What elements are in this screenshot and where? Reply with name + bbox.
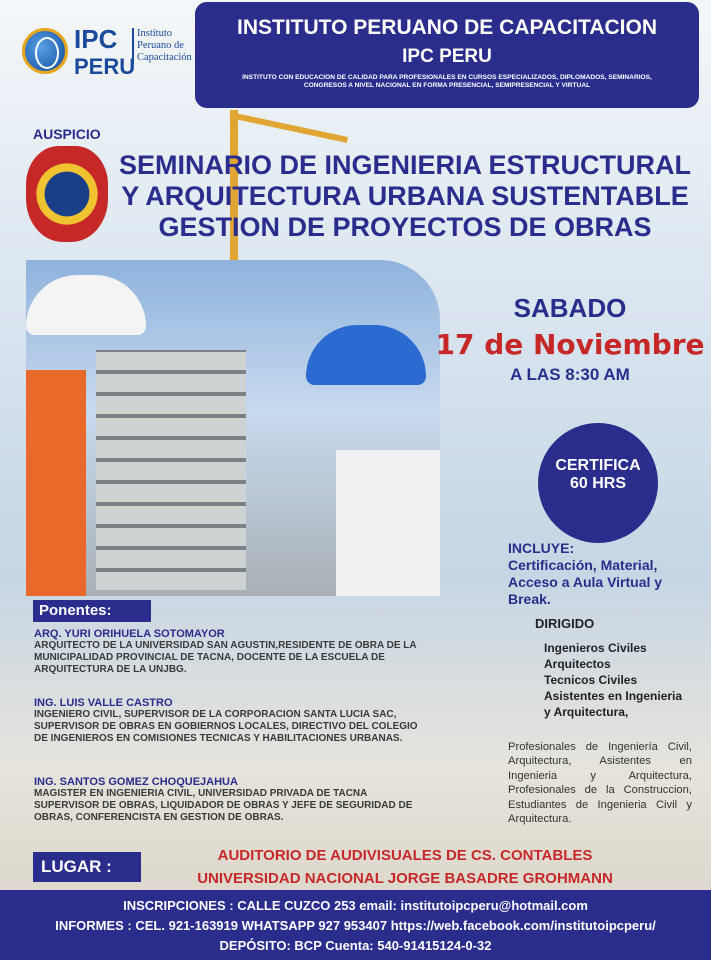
logo-ipc-text: IPC (74, 24, 118, 54)
ipc-logo (22, 20, 192, 90)
incluye-label: INCLUYE: (508, 540, 575, 556)
logo-subtitle: Instituto Peruano de Capacitación (132, 28, 207, 64)
lugar-line-2: UNIVERSIDAD NACIONAL JORGE BASADRE GROHMANN (197, 870, 613, 887)
ponente-desc: MAGISTER EN INGENIERIA CIVIL, UNIVERSIDAD PRIVADA DE TACNA SUPERVISOR DE OBRAS, LIQUIDADOR DE OBRAS Y JEFE DE SEGURIDAD DE OBRAS, CONFERENCISTA EN GESTION DE OBRAS. (34, 788, 413, 823)
ponente-name: ING. SANTOS GOMEZ CHOQUEJAHUA (34, 776, 238, 788)
auspicio-label: AUSPICIO (33, 126, 101, 142)
ponente-name: ARQ. YURI ORIHUELA SOTOMAYOR (34, 628, 225, 640)
certification-badge (538, 423, 658, 543)
title-line-2: Y ARQUITECTURA URBANA SUSTENTABLE (121, 181, 689, 211)
white-shirt-graphic (336, 450, 440, 596)
globe-icon (22, 28, 68, 74)
university-seal-icon (26, 146, 108, 242)
ponente-3 (34, 776, 424, 824)
cert-label: CERTIFICA (555, 457, 641, 474)
blue-helmet-icon (306, 325, 426, 385)
logo-peru-text: PERU (74, 54, 136, 79)
engineers-photo (26, 260, 440, 596)
dirigido-extra: Profesionales de Ingeniería Civil, Arquitectura, Asistentes en Ingenieria y Arquitectura, Profesionales de la Construccion, Estudiantes de Ingenieria Civil y Arquitectura. (508, 741, 692, 826)
list-item: y Arquitectura, (544, 705, 629, 719)
title-line-1: SEMINARIO DE INGENIERIA ESTRUCTURAL (118, 150, 692, 180)
header-banner (195, 2, 699, 108)
cert-hours: 60 HRS (569, 475, 627, 492)
event-date: 17 de Noviembre (435, 328, 705, 361)
dirigido-label: DIRIGIDO (535, 616, 595, 631)
event-day: SABADO (513, 293, 627, 323)
title-line-3: GESTION DE PROYECTOS DE OBRAS (158, 212, 652, 242)
seminar-title (110, 150, 700, 243)
list-item: Ingenieros Civiles (544, 641, 647, 655)
ponentes-label: Ponentes: (33, 600, 151, 622)
list-item: Arquitectos (544, 657, 611, 671)
footer-line-2: INFORMES : CEL. 921-163919 WHATSAPP 927 953407 https://web.facebook.com/institutoipcperu/ (55, 918, 656, 933)
orange-vest-graphic (26, 370, 86, 596)
ponente-desc: ARQUITECTO DE LA UNIVERSIDAD SAN AGUSTIN,RESIDENTE DE OBRA DE LA MUNICIPALIDAD PROVINCIAL DE TACNA, DOCENTE DE LA ESCUELA DE ARQUITECTURA DE LA UNJBG. (34, 640, 417, 675)
lugar-label: LUGAR : (33, 852, 141, 882)
header-title: INSTITUTO PERUANO DE CAPACITACION (236, 16, 657, 39)
lugar-text (140, 844, 670, 890)
footer-line-1: INSCRIPCIONES : CALLE CUZCO 253 email: institutoipcperu@hotmail.com (123, 898, 588, 913)
building-graphic (96, 350, 246, 590)
footer-contact (0, 890, 711, 960)
ponente-2 (34, 697, 424, 745)
white-helmet-icon (26, 275, 146, 335)
list-item: Tecnicos Civiles (544, 673, 638, 687)
incluye-text: Certificación, Material, Acceso a Aula Virtual y Break. (508, 557, 663, 607)
list-item: Asistentes en Ingenieria (544, 689, 683, 703)
ponente-name: ING. LUIS VALLE CASTRO (34, 697, 173, 709)
header-description: INSTITUTO CON EDUCACION DE CALIDAD PARA PROFESIONALES EN CURSOS ESPECIALIZADOS, DIPLOMADOS, SEMINARIOS, CONGRESOS A NIVEL NACIONAL EN FORMA PRESENCIAL, SEMIPRESENCIAL Y VIRTUAL (242, 74, 652, 89)
event-datetime (430, 293, 710, 385)
header-subtitle: IPC PERU (402, 46, 492, 67)
ponente-1 (34, 628, 424, 676)
lugar-line-1: AUDITORIO DE AUDIVISUALES DE CS. CONTABLES (217, 847, 593, 864)
dirigido-list (544, 640, 682, 720)
incluye-section (508, 540, 703, 608)
event-time: A LAS 8:30 AM (510, 365, 630, 384)
footer-line-3: DEPÓSITO: BCP Cuenta: 540-91415124-0-32 (219, 938, 492, 953)
ponente-desc: INGENIERO CIVIL, SUPERVISOR DE LA CORPORACION SANTA LUCIA SAC, SUPERVISOR DE OBRAS EN GOBIERNOS LOCALES, DIRECTIVO DEL COLEGIO DE INGENIEROS EN COMISIONES TECNICAS Y HABILITACIONES URBANAS. (34, 709, 418, 744)
